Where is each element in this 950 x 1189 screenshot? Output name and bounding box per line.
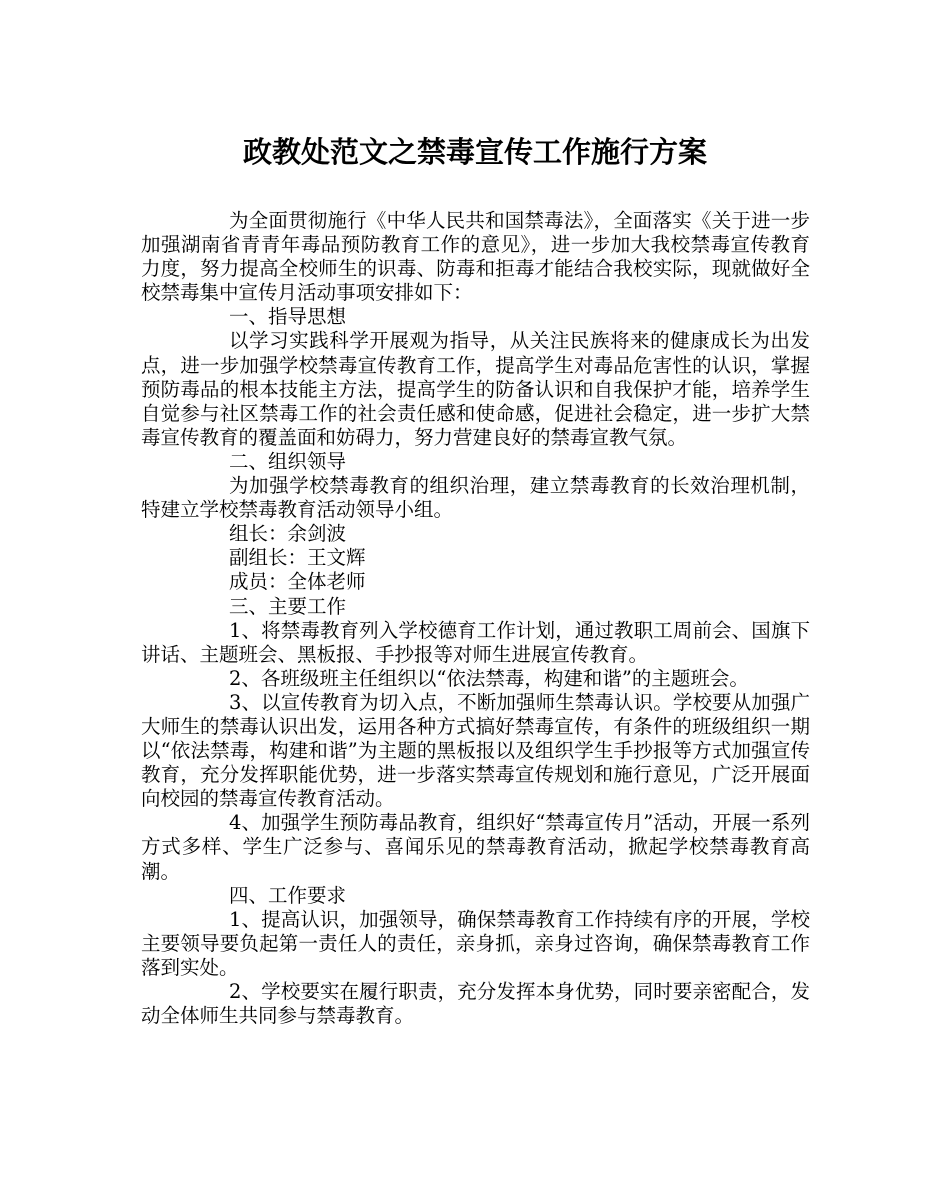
main-work-item-2: 2、各班级班主任组织以“依法禁毒，构建和谐”的主题班会。	[229, 666, 749, 690]
organization-paragraph: 为加强学校禁毒教育的组织治理，建立禁毒教育的长效治理机制，特建立学校禁毒教育活动领导小组。	[141, 474, 810, 522]
main-work-item-4: 4、加强学生预防毒品教育，组织好“禁毒宣传月”活动，开展一系列方式多样、学生广泛参与、喜闻乐见的禁毒教育活动，掀起学校禁毒教育高潮。	[141, 811, 810, 883]
requirement-item-1: 1、提高认识，加强领导，确保禁毒教育工作持续有序的开展，学校主要领导要负起第一责任人的责任，亲身抓，亲身过咨询，确保禁毒教育工作落到实处。	[141, 907, 810, 979]
guiding-thought-paragraph: 以学习实践科学开展观为指导，从关注民族将来的健康成长为出发点，进一步加强学校禁毒宣传教育工作，提高学生对毒品危害性的认识，掌握预防毒品的根本技能主方法，提高学生的防备认识和自我保护才能，培养学生自觉参与社区禁毒工作的社会责任感和使命感，促进社会稳定，进一步扩大禁毒宣传教育的覆盖面和妨碍力，努力营建良好的禁毒宣教气氛。	[141, 329, 810, 449]
section-heading-organization: 二、组织领导	[229, 449, 347, 473]
group-leader: 组长：余剑波	[229, 522, 347, 546]
document-body	[141, 209, 810, 1028]
requirement-item-2: 2、学校要实在履行职责，充分发挥本身优势，同时要亲密配合，发动全体师生共同参与禁毒教育。	[141, 980, 810, 1028]
section-heading-guiding-thought: 一、指导思想	[229, 305, 347, 329]
main-work-item-3: 3、以宣传教育为切入点，不断加强师生禁毒认识。学校要从加强广大师生的禁毒认识出发，运用各种方式搞好禁毒宣传，有条件的班级组织一期以“依法禁毒，构建和谐”为主题的黑板报以及组织学生手抄报等方式加强宣传教育，充分发挥职能优势，进一步落实禁毒宣传规划和施行意见，广泛开展面向校园的禁毒宣传教育活动。	[141, 690, 810, 811]
section-heading-requirements: 四、工作要求	[229, 883, 347, 907]
intro-paragraph: 为全面贯彻施行《中华人民共和国禁毒法》，全面落实《关于进一步加强湖南省青青年毒品预防教育工作的意见》，进一步加大我校禁毒宣传教育力度，努力提高全校师生的识毒、防毒和拒毒才能结合我校实际，现就做好全校禁毒集中宣传月活动事项安排如下：	[141, 209, 810, 305]
members: 成员：全体老师	[229, 570, 366, 594]
deputy-leader: 副组长：王文辉	[229, 546, 366, 570]
section-heading-main-work: 三、主要工作	[229, 594, 347, 618]
document-title: 政教处范文之禁毒宣传工作施行方案	[242, 135, 707, 169]
main-work-item-1: 1、将禁毒教育列入学校德育工作计划，通过教职工周前会、国旗下讲话、主题班会、黑板报、手抄报等对师生进展宣传教育。	[141, 618, 810, 666]
